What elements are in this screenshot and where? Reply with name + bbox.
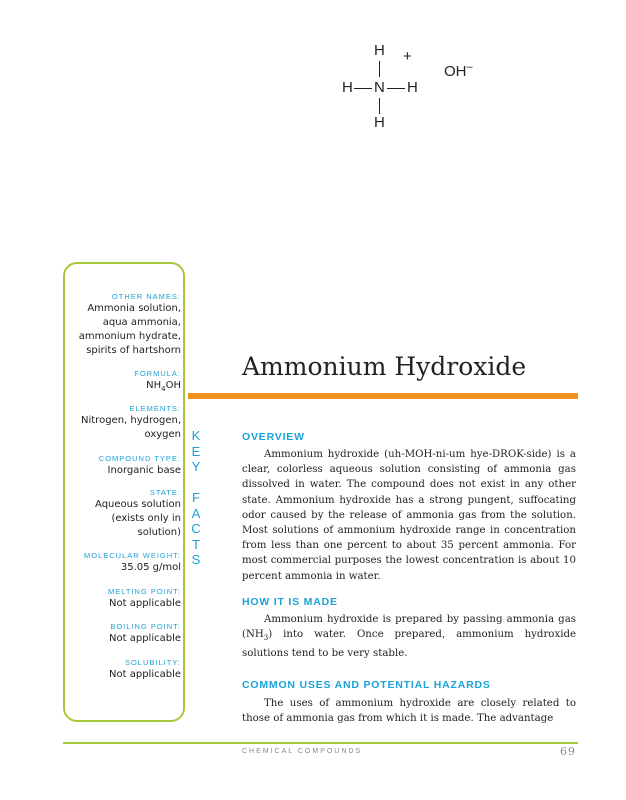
compound-type-value: Inorganic base <box>107 465 181 476</box>
how-made-text-post: ) into water. Once prepared, ammonium hydroxide solutions tend to be very stable. <box>242 629 576 660</box>
key-facts-letter: S <box>191 552 201 567</box>
fact-molecular-weight <box>63 551 181 575</box>
fact-formula <box>63 369 181 396</box>
hydroxide-label: OH <box>444 63 467 80</box>
key-facts-letter: F <box>192 490 200 505</box>
compound-type-label: COMPOUND TYPE: <box>98 454 181 463</box>
hydroxide-charge: – <box>466 61 473 73</box>
solubility-label: SOLUBILITY: <box>124 658 181 667</box>
other-names-label: OTHER NAMES: <box>111 292 181 301</box>
key-facts-letter: A <box>191 505 201 521</box>
key-facts-letter: E <box>191 443 201 459</box>
formula-post: OH <box>165 380 181 391</box>
fact-compound-type <box>63 454 181 478</box>
structural-formula <box>330 40 490 140</box>
boiling-point-value: Not applicable <box>109 633 181 644</box>
atom-h-bottom: H <box>374 114 385 131</box>
fact-melting-point <box>63 587 181 611</box>
page-number: 69 <box>560 745 576 758</box>
overview-heading: OVERVIEW <box>242 431 305 443</box>
footer-book-title: CHEMICAL COMPOUNDS <box>242 748 363 755</box>
atom-h-left: H <box>342 79 353 96</box>
bond-left <box>354 88 372 89</box>
uses-paragraph: The uses of ammonium hydroxide are closely related to those of ammonia gas from which it is made. The advantage <box>242 698 576 725</box>
bond-right <box>387 88 405 89</box>
formula-value <box>63 379 181 396</box>
solubility-value: Not applicable <box>109 669 181 680</box>
fact-boiling-point <box>63 622 181 646</box>
atom-h-top: H <box>374 42 385 59</box>
fact-other-names <box>63 292 181 358</box>
how-made-text-pre: Ammonium hydroxide is prepared by passing ammonia gas (NH <box>242 614 576 641</box>
how-made-paragraph <box>242 612 576 662</box>
key-facts-vertical-label <box>188 428 204 568</box>
key-facts-letter: K <box>191 428 201 443</box>
bond-bottom <box>379 98 380 114</box>
atom-n: N <box>374 79 385 96</box>
molecular-weight-label: MOLECULAR WEIGHT: <box>83 551 181 560</box>
atom-h-right: H <box>407 79 418 96</box>
key-facts-letter: T <box>192 536 200 552</box>
formula-pre: NH <box>146 380 162 391</box>
elements-value: Nitrogen, hydrogen, oxygen <box>81 415 182 440</box>
fact-solubility <box>63 658 181 682</box>
formula-label: FORMULA: <box>134 369 181 378</box>
fact-state <box>63 488 181 540</box>
key-facts-letter: C <box>191 521 201 536</box>
melting-point-value: Not applicable <box>109 598 181 609</box>
footer-rule <box>63 742 578 744</box>
bond-top <box>379 61 380 77</box>
page-title: Ammonium Hydroxide <box>242 352 527 381</box>
state-value: Aqueous solution (exists only in solution) <box>95 499 181 538</box>
how-made-text-sub: 3 <box>263 634 269 643</box>
boiling-point-label: BOILING POINT: <box>110 622 181 631</box>
plus-charge: + <box>403 48 412 65</box>
hydroxide-ion <box>444 61 473 80</box>
formula-sub: 4 <box>161 385 166 393</box>
overview-paragraph: Ammonium hydroxide (uh-MOH-ni-um hye-DROK-side) is a clear, colorless aqueous solution consisting of ammonia gas dissolved in water. The compound does not exist in any other state. Ammonium hydroxide has a strong pungent, suffocating odor caused by the release of ammonia gas from the solution. Most solutions of ammonium hydroxide range in concentration from less than one percent to about 35 percent ammonia. For most commercial purposes the lowest concentration is about 10 percent ammonia in water. <box>242 449 576 582</box>
how-made-heading: HOW IT IS MADE <box>242 596 338 608</box>
state-label: STATE: <box>149 488 181 497</box>
uses-heading: COMMON USES AND POTENTIAL HAZARDS <box>242 679 491 691</box>
molecular-weight-value: 35.05 g/mol <box>120 562 181 573</box>
title-rule <box>188 393 578 399</box>
fact-elements <box>63 404 181 442</box>
elements-label: ELEMENTS: <box>129 404 181 413</box>
melting-point-label: MELTING POINT: <box>107 587 181 596</box>
key-facts-letter: Y <box>191 459 201 474</box>
key-facts-letter <box>188 475 204 491</box>
other-names-value: Ammonia solution, aqua ammonia, ammonium hydrate, spirits of hartshorn <box>78 303 181 356</box>
